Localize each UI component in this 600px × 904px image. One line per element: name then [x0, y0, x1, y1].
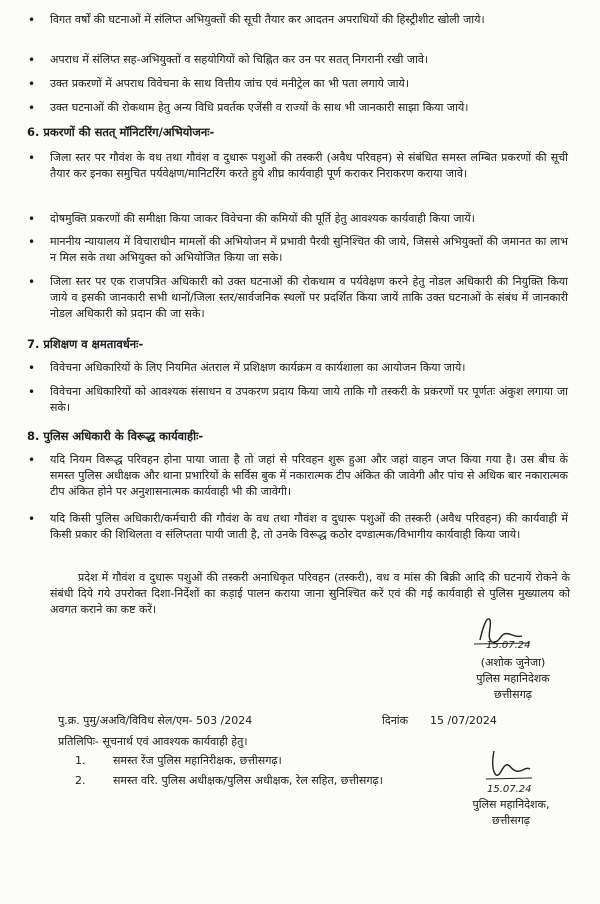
- closing-paragraph-text: प्रदेश में गौवंश व दुधारू पशुओं की तस्करी अनाधिकृत परिवहन (तस्करी), वध व मांस की बिक्री आदि की घटनायें रोकने के संबंधी दिये गये उपरोक्त दिशा-निर्देशों का कड़ाई पालन कराया जाना सुनिश्चित करें एवं की गई कार्यवाही से पुलिस मुख्यालय को अवगत कराने का कष्ट करें।: [50, 571, 570, 616]
- bullet-text: उक्त प्रकरणों में अपराध विवेचना के साथ वित्तीय जांच एवं मनीट्रेल का भी पता लगाये जाये।: [50, 77, 409, 90]
- signatory-designation: पुलिस महानिदेशक,: [472, 798, 550, 811]
- bullet-text: माननीय न्यायालय में विचाराधीन मामलों की अभियोजन में प्रभावी पैरवी सुनिश्चित की जाये, जिससे अभियुक्तों की जमानत का लाभ न मिल सके तथा अभियुक्त को अभियोजित किया जा सके।: [50, 235, 568, 264]
- bullet-icon: •: [28, 13, 36, 27]
- bullet-item: [28, 452, 568, 500]
- bullet-text: अपराध में संलिप्त सह-अभियुक्तों व सहयोगियों को चिह्नित कर उन पर सतत् निगरानी रखी जावे।: [50, 53, 429, 66]
- bullet-item: [28, 360, 568, 376]
- signatory-state: छत्तीसगढ़: [492, 814, 530, 827]
- bullet-text: विवेचना अधिकारियों के लिए नियमित अंतराल में प्रशिक्षण कार्यक्रम व कार्यशाला का आयोजन किया जाये।: [50, 361, 466, 374]
- bullet-item: [28, 384, 568, 416]
- signature-2: [480, 745, 540, 785]
- bullet-text: उक्त घटनाओं की रोकथाम हेतु अन्य विधि प्रवर्तक एजेंसी व राज्यों के साथ भी जानकारी साझा किया जाये।: [50, 101, 469, 114]
- copy-item-number: 1.: [75, 754, 86, 767]
- signature-2-block: [446, 797, 576, 829]
- bullet-text: जिला स्तर पर गौवंश के वध तथा गौवंश व दुधारू पशुओं की तस्करी (अवैध परिवहन) से संबंधित समस्त लम्बित प्रकरणों की सूची तैयार कर इनका समुचित पर्यवेक्षण/मानिटरिंग करते हुये शीघ्र कार्यवाही पूर्ण कराकर निराकरण कराया जावे।: [50, 151, 568, 180]
- signatory-state: छत्तीसगढ़: [494, 688, 532, 701]
- signature-1-date: 15.07.24: [486, 640, 531, 651]
- bullet-icon: •: [28, 53, 36, 67]
- bullet-item: [28, 150, 568, 182]
- copy-intro: प्रतिलिपिः- सूचनार्थ एवं आवश्यक कार्यवाही हेतु।: [58, 735, 248, 748]
- bullet-icon: •: [28, 235, 36, 249]
- bullet-text: विगत वर्षों की घटनाओं में संलिप्त अभियुक्तों की सूची तैयार कर आदतन अपराधियों की हिस्ट्रीशीट खोली जाये।: [50, 13, 485, 26]
- signature-2-date: 15.07.24: [487, 784, 532, 795]
- bullet-text: यदि किसी पुलिस अधिकारी/कर्मचारी की गौवंश के वध तथा गौवंश व दुधारू पशुओं की तस्करी (अवैध परिवहन) की कार्यवाही में किसी प्रकार की शिथिलता व संलिप्तता पायी जाती है, तो उनके विरूद्ध कठोर दण्डात्मक/विभागीय कार्यवाही किया जाये।: [50, 512, 568, 541]
- bullet-item: [28, 52, 568, 68]
- bullet-text: यदि नियम विरूद्ध परिवहन होना पाया जाता है तो जहां से परिवहन शुरू हुआ और जहां वाहन जप्त किया गया है। उस बीच के समस्त पुलिस अधीक्षक और थाना प्रभारियों के सर्विस बुक में नकारात्मक टीप अंकित की जावेगी और पांच से अधिक बार नकारात्मक टीप अंकित होने पर अनुशासनात्मक कार्यवाही भी की जावेगी।: [50, 453, 568, 498]
- bullet-text: विवेचना अधिकारियों को आवश्यक संसाधन व उपकरण प्रदाय किया जाये ताकि गौ तस्करी के प्रकरणों पर पूर्णतः अंकुश लगाया जा सके।: [50, 385, 568, 414]
- reference-number: पु.क्र. पुमु/अअवि/विविध सेल/एम- 503 /2024: [58, 714, 253, 727]
- reference-date-value: 15 /07/2024: [430, 714, 497, 727]
- bullet-item: [28, 274, 568, 322]
- section-8-heading: 8. पुलिस अधिकारी के विरूद्ध कार्यवाहीः-: [27, 429, 204, 443]
- bullet-item: [28, 76, 568, 92]
- bullet-item: [28, 234, 568, 266]
- section-7-heading: 7. प्रशिक्षण व क्षमतावर्धनः-: [27, 337, 144, 351]
- signatory-designation: पुलिस महानिदेशक: [476, 672, 550, 685]
- signatory-name: (अशोक जुनेजा): [480, 656, 546, 669]
- bullet-icon: •: [28, 275, 36, 289]
- section-6-heading: 6. प्रकरणों की सतत् मॉनिटरिंग/अभियोजनः-: [27, 125, 215, 139]
- bullet-item: [28, 12, 568, 28]
- bullet-icon: •: [28, 361, 36, 375]
- signature-1-block: [448, 655, 578, 703]
- bullet-icon: •: [28, 212, 36, 226]
- copy-item-text: समस्त रेंज पुलिस महानिरीक्षक, छत्तीसगढ़।: [113, 754, 282, 767]
- reference-date-label: दिनांक: [382, 714, 409, 727]
- bullet-item: [28, 211, 568, 227]
- bullet-icon: •: [28, 77, 36, 91]
- bullet-item: [28, 511, 568, 543]
- bullet-text: दोषमुक्ति प्रकरणों की समीक्षा किया जाकर विवेचना की कमियों की पूर्ति हेतु आवश्यक कार्यवाही किया जायें।: [50, 212, 475, 225]
- bullet-icon: •: [28, 512, 36, 526]
- bullet-icon: •: [28, 101, 36, 115]
- copy-item-text: समस्त वरि. पुलिस अधीक्षक/पुलिस अधीक्षक, रेल सहित, छत्तीसगढ़।: [113, 774, 383, 787]
- bullet-icon: •: [28, 151, 36, 165]
- bullet-icon: •: [28, 385, 36, 399]
- copy-item-number: 2.: [75, 774, 86, 787]
- bullet-icon: •: [28, 453, 36, 467]
- closing-paragraph: [50, 570, 570, 618]
- bullet-item: [28, 100, 568, 116]
- bullet-text: जिला स्तर पर एक राजपत्रित अधिकारी को उक्त घटनाओं की रोकथाम व पर्यवेक्षण करने हेतु नोडल अधिकारी की नियुक्ति किया जाये व इसकी जानकारी सभी थानों/जिला स्तर/सार्वजनिक स्थलों पर प्रदर्शित किया जायें ताकि उक्त घटनाओं के संबंध में जानकारी नोडल अधिकारी को प्रदान की जा सके।: [50, 275, 568, 320]
